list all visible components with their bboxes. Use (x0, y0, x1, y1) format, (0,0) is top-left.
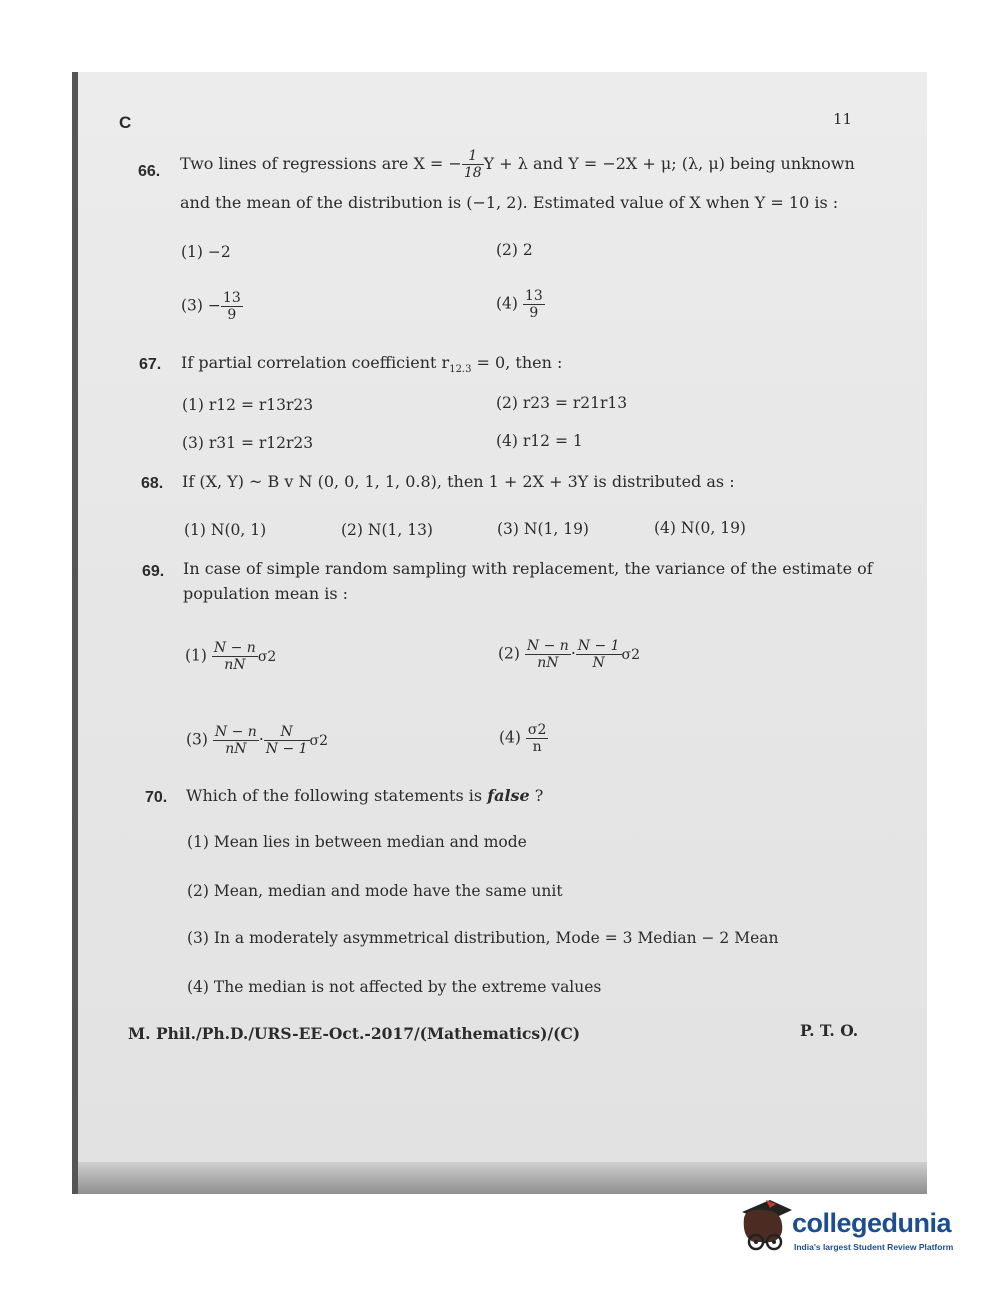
q70-text: Which of the following statements is false ? (186, 786, 544, 805)
q66-number: 66. (138, 163, 161, 180)
q70-option-2: (2) Mean, median and mode have the same unit (187, 882, 563, 900)
q69-option-2: (2) $\frac{N - n}{nN}$ · $\frac{N - 1}{N}$ σ2 (498, 638, 641, 671)
q66-line2: and the mean of the distribution is (−1, 2). Estimated value of X when Y = 10 is : (180, 193, 839, 212)
q69-option-4: (4) $\frac{\sigma 2}{n}$ (499, 722, 547, 755)
q68-text: If (X, Y) ~ B v N (0, 0, 1, 1, 0.8), then 1 + 2X + 3Y is distributed as : (182, 472, 735, 491)
q68-option-3: (3) N(1, 19) (497, 520, 589, 538)
mascot-icon (736, 1198, 796, 1260)
q67-option-1: (1) r12 = r13r23 (182, 396, 314, 414)
q68-option-4: (4) N(0, 19) (654, 519, 746, 537)
brand-name: collegedunia (792, 1208, 952, 1238)
q68-number: 68. (141, 475, 164, 492)
q68-option-1: (1) N(0, 1) (184, 521, 267, 539)
exam-code: M. Phil./Ph.D./URS-EE-Oct.-2017/(Mathematics)/(C) (128, 1024, 581, 1043)
pto-label: P. T. O. (800, 1021, 859, 1040)
q69-number: 69. (142, 563, 165, 580)
q69-option-3: (3) $\frac{N - n}{nN}$ · $\frac{N}{N - 1}$ σ2 (186, 724, 329, 757)
q69-line2: population mean is : (183, 584, 349, 603)
q69-option-1: (1) $\frac{N - n}{nN}$ σ2 (185, 640, 277, 673)
q69-line1: In case of simple random sampling with replacement, the variance of the estimate of (183, 559, 873, 578)
q70-option-1: (1) Mean lies in between median and mode (187, 833, 527, 851)
collegedunia-logo (736, 1198, 962, 1268)
q66-option-1: (1) −2 (181, 243, 231, 261)
q67-number: 67. (139, 356, 162, 373)
q66-text-a: Two lines of regressions are X = − (180, 154, 462, 173)
section-letter: C (119, 113, 132, 132)
q67-option-2: (2) r23 = r21r13 (496, 394, 628, 412)
page-number: 11 (833, 110, 853, 128)
q68-option-2: (2) N(1, 13) (341, 521, 433, 539)
q66-line1 (180, 148, 855, 181)
q66-option-3: (3) − $\frac{13}{9}$ (181, 290, 241, 323)
q66-text-b: Y + λ and Y = −2X + μ; (λ, μ) being unknown (483, 154, 855, 173)
brand-tagline: India's largest Student Review Platform (794, 1242, 954, 1252)
q67-option-3: (3) r31 = r12r23 (182, 434, 314, 452)
q70-number: 70. (145, 789, 168, 806)
q67-option-4: (4) r12 = 1 (496, 432, 583, 450)
q66-option-2: (2) 2 (496, 241, 533, 259)
q70-option-3: (3) In a moderately asymmetrical distribution, Mode = 3 Median − 2 Mean (187, 929, 779, 947)
q66-fraction: $\frac{1}{18}$ (463, 148, 482, 181)
q66-option-4: (4) $\frac{13}{9}$ (496, 288, 543, 321)
q70-option-4: (4) The median is not affected by the extreme values (187, 978, 602, 996)
q67-text: If partial correlation coefficient $r_{12.3} = 0$, then : (181, 353, 563, 376)
